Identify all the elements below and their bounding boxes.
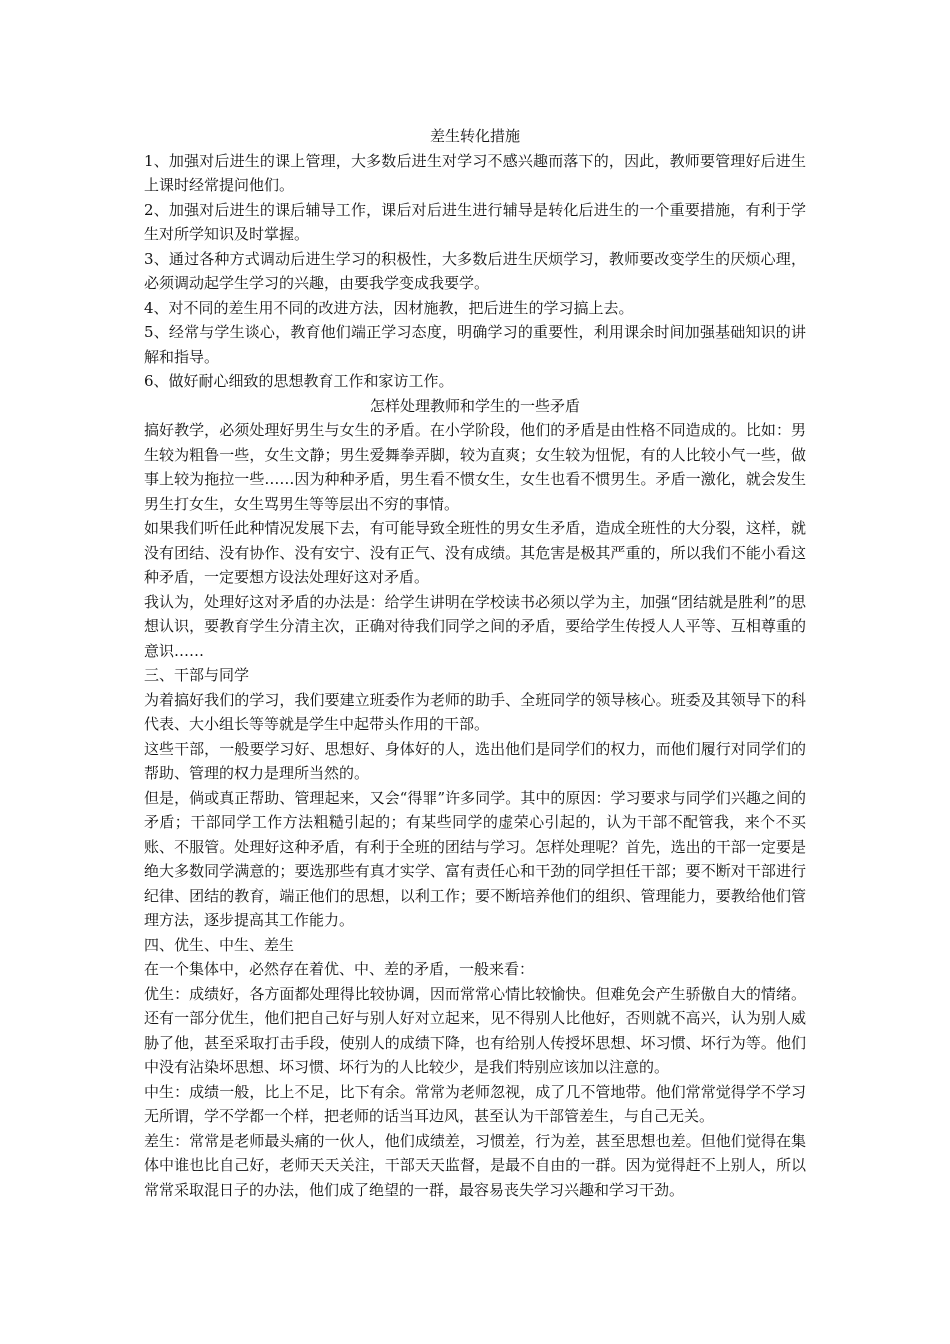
- paragraph-middle-students: 中生：成绩一般，比上不足，比下有余。常常为老师忽视，成了几不管地带。他们常常觉得学不学习无所谓，学不学都一个样，把老师的话当耳边风，甚至认为干部管差生，与自己无关。: [144, 1082, 806, 1125]
- heading-student-levels: 四、优生、中生、差生: [144, 935, 295, 954]
- paragraph-solution: 我认为，处理好这对矛盾的办法是：给学生讲明在学校读书必须以学为主，加强“团结就是胜利”的思想认识，要教育学生分清主次，正确对待我们同学之间的矛盾，要给学生传授人人平等、互相尊重的意识……: [144, 592, 806, 660]
- paragraph-boys-girls: 搞好教学，必须处理好男生与女生的矛盾。在小学阶段，他们的矛盾是由性格不同造成的。比如：男生较为粗鲁一些，女生文静；男生爱舞拳弄脚，较为直爽；女生较为忸怩，有的人比较小气一些，做事上较为拖拉一些……因为种种矛盾，男生看不惯女生，女生也看不惯男生。矛盾一激化，就会发生男生打女生，女生骂男生等等层出不穷的事情。: [144, 421, 806, 513]
- document-page: [144, 124, 806, 1202]
- paragraph-weak-students: 差生：常常是老师最头痛的一伙人，他们成绩差，习惯差，行为差，甚至思想也差。但他们觉得在集体中谁也比自己好，老师天天关注，干部天天监督，是最不自由的一群。因为觉得赶不上别人，所以常常采取混日子的办法，他们成了绝望的一群，最容易丧失学习兴趣和学习干劲。: [144, 1131, 806, 1199]
- paragraph-cadre-selection: 这些干部，一般要学习好、思想好、身体好的人，选出他们是同学们的权力，而他们履行对同学们的帮助、管理的权力是理所当然的。: [144, 739, 806, 782]
- paragraph-cadre-conflict: 但是，倘或真正帮助、管理起来，又会“得罪”许多同学。其中的原因：学习要求与同学们兴趣之间的矛盾；干部同学工作方法粗糙引起的；有某些同学的虚荣心引起的，认为干部不配管我，来个不买账、不服管。处理好这种矛盾，有利于全班的团结与学习。怎样处理呢？首先，选出的干部一定要是绝大多数同学满意的；要选那些有真才实学、富有责任心和干劲的同学担任干部；要不断对干部进行纪律、团结的教育，端正他们的思想，以利工作；要不断培养他们的组织、管理能力，要教给他们管理方法，逐步提高其工作能力。: [144, 788, 806, 929]
- paragraph-top-students: 优生：成绩好，各方面都处理得比较协调，因而常常心情比较愉快。但难免会产生骄傲自大的情绪。还有一部分优生，他们把自己好与别人好对立起来，见不得别人比他好，否则就不高兴，认为别人威胁了他，甚至采取打击手段，使别人的成绩下降，也有给别人传授坏思想、坏习惯、坏行为等。他们中没有沾染坏思想、坏习惯、坏行为的人比较少，是我们特别应该加以注意的。: [144, 984, 806, 1076]
- paragraph-levels-intro: 在一个集体中，必然存在着优、中、差的矛盾，一般来看：: [144, 960, 535, 978]
- measure-item: 4、对不同的差生用不同的改进方法，因材施教，把后进生的学习搞上去。: [144, 298, 634, 317]
- paragraph-class-committee: 为着搞好我们的学习，我们要建立班委作为老师的助手、全班同学的领导核心。班委及其领导下的科代表、大小组长等等就是学生中起带头作用的干部。: [144, 690, 806, 733]
- paragraph-consequence: 如果我们听任此种情况发展下去，有可能导致全班性的男女生矛盾，造成全班性的大分裂，这样，就没有团结、没有协作、没有安宁、没有正气、没有成绩。其危害是极其严重的，所以我们不能小看这种矛盾，一定要想方设法处理好这对矛盾。: [144, 519, 806, 586]
- measure-item: 6、做好耐心细致的思想教育工作和家访工作。: [144, 372, 454, 390]
- heading-cadres-classmates: 三、干部与同学: [144, 666, 250, 684]
- measure-item: 1、加强对后进生的课上管理，大多数后进生对学习不感兴趣而落下的，因此，教师要管理好后进生上课时经常提问他们。: [144, 151, 806, 194]
- measure-item: 2、加强对后进生的课后辅导工作，课后对后进生进行辅导是转化后进生的一个重要措施，有利于学生对所学知识及时掌握。: [144, 200, 806, 243]
- title-transformation-measures: 差生转化措施: [429, 127, 520, 145]
- measure-item: 5、经常与学生谈心，教育他们端正学习态度，明确学习的重要性，利用课余时间加强基础知识的讲解和指导。: [144, 323, 806, 366]
- title-handling-conflicts: 怎样处理教师和学生的一些矛盾: [369, 396, 580, 415]
- measure-item: 3、通过各种方式调动后进生学习的积极性，大多数后进生厌烦学习，教师要改变学生的厌烦心理，必须调动起学生学习的兴趣，由要我学变成我要学。: [144, 249, 806, 292]
